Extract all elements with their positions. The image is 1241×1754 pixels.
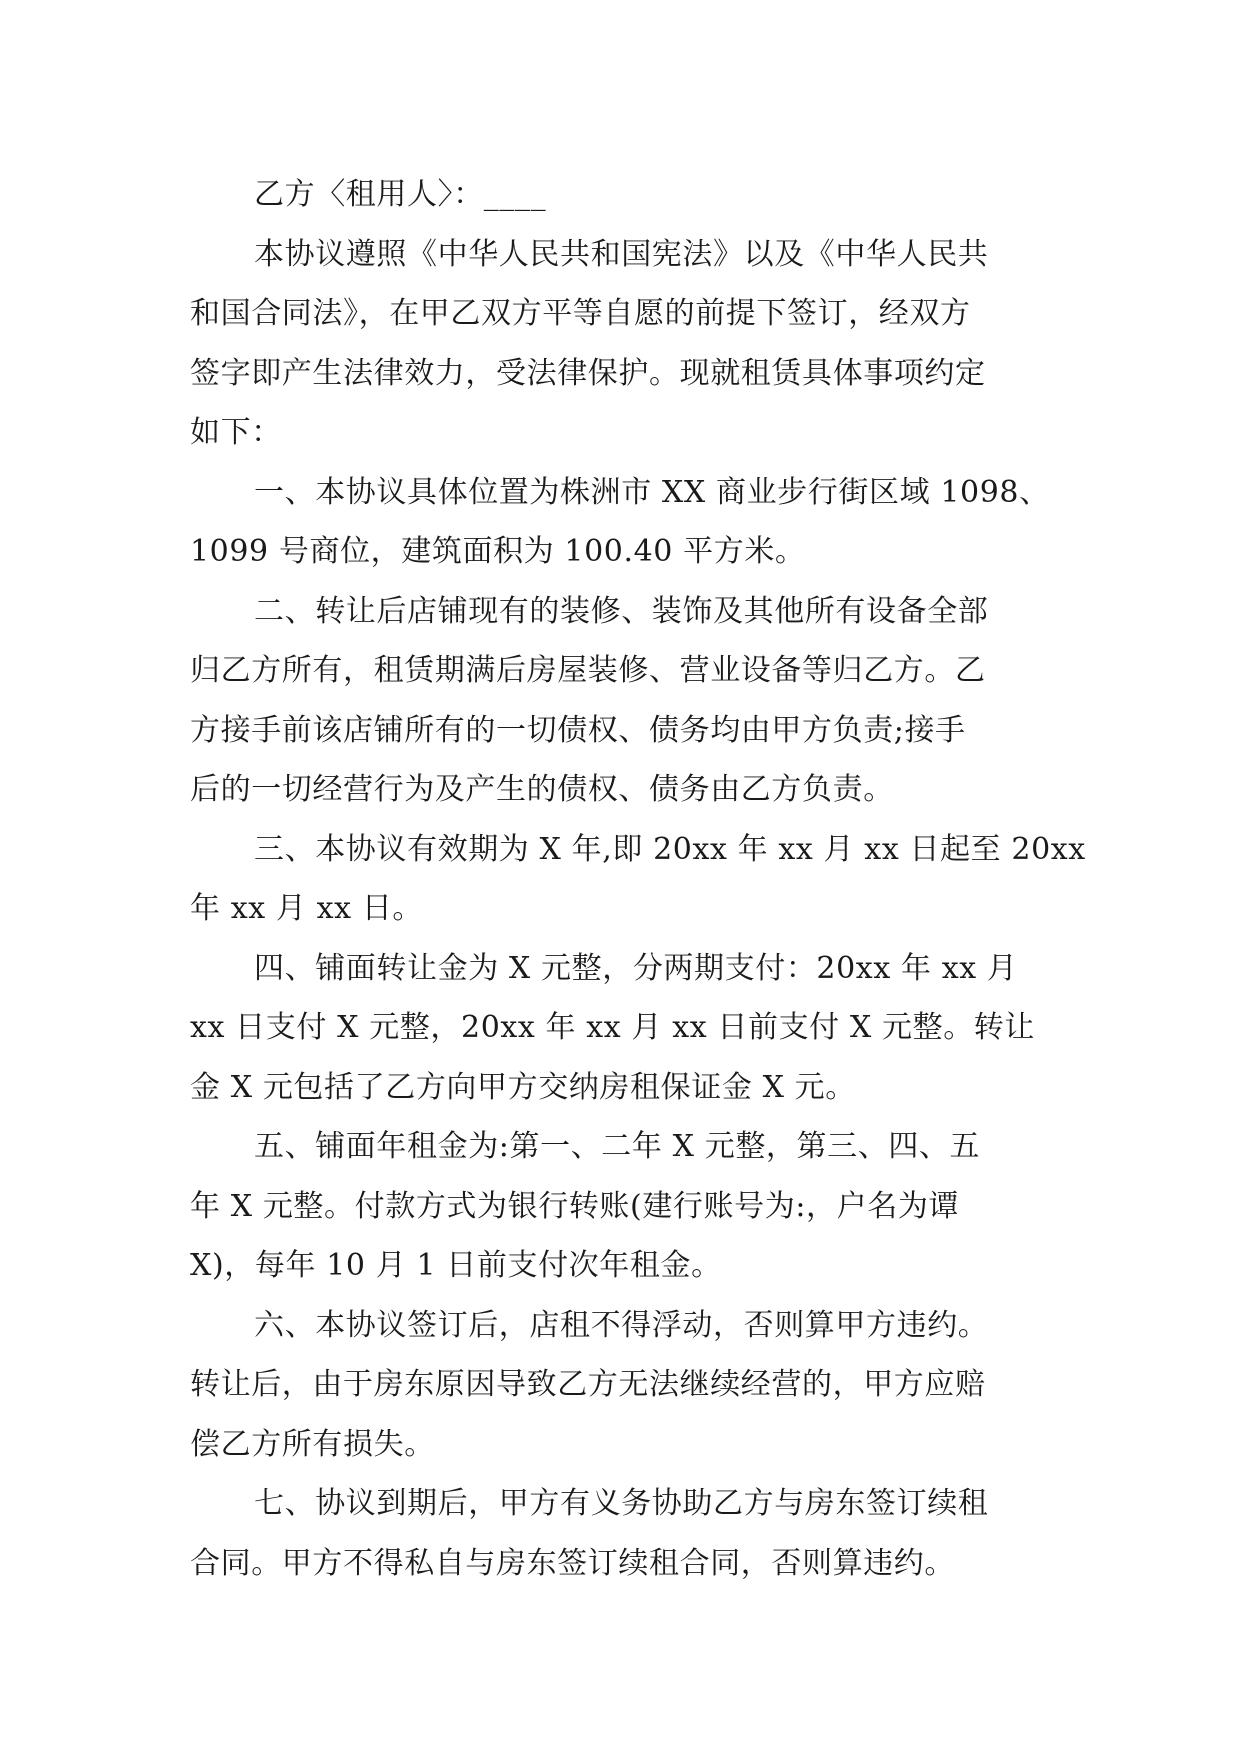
text-line: 方接手前该店铺所有的一切债权、债务均由甲方负责;接手 (190, 712, 966, 748)
clause-1 (190, 463, 1050, 582)
text-line: 六、本协议签订后，店租不得浮动，否则算甲方违约。 (254, 1307, 989, 1343)
text-line: 签字即产生法律效力，受法律保护。现就租赁具体事项约定 (190, 355, 986, 391)
text-line: 一、本协议具体位置为株洲市 XX 商业步行街区域 1098、 (254, 474, 1050, 510)
clause-4 (190, 939, 1050, 1118)
text-line: 合同。甲方不得私自与房东签订续租合同，否则算违约。 (190, 1545, 955, 1581)
text-line: xx 日支付 X 元整，20xx 年 xx 月 xx 日前支付 X 元整。转让 (190, 1010, 1036, 1045)
text-line: 归乙方所有，租赁期满后房屋装修、营业设备等归乙方。乙 (190, 653, 986, 688)
text-line: 五、铺面年租金为:第一、二年 X 元整，第三、四、五 (254, 1129, 981, 1164)
text-line: 后的一切经营行为及产生的债权、债务由乙方负责。 (190, 772, 894, 807)
text-line: 乙方〈租用人〉：____ (254, 177, 547, 212)
party-b-line (190, 165, 1050, 225)
text-line: 1099 号商位，建筑面积为 100.40 平方米。 (190, 534, 806, 569)
text-line: X)，每年 10 月 1 日前支付次年租金。 (190, 1248, 722, 1283)
text-line: 三、本协议有效期为 X 年,即 20xx 年 xx 月 xx 日起至 20xx (254, 831, 1086, 867)
clause-6 (190, 1296, 1050, 1475)
clause-5 (190, 1117, 1050, 1296)
text-line: 偿乙方所有损失。 (190, 1426, 435, 1462)
text-line: 年 xx 月 xx 日。 (190, 891, 424, 926)
text-line: 二、转让后店铺现有的装修、装饰及其他所有设备全部 (254, 593, 989, 629)
text-line: 年 X 元整。付款方式为银行转账(建行账号为:，户名为谭 (190, 1188, 960, 1224)
text-line: 四、铺面转让金为 X 元整，分两期支付：20xx 年 xx 月 (254, 950, 1018, 986)
clause-7 (190, 1474, 1050, 1593)
clause-3 (190, 820, 1086, 939)
text-line: 和国合同法》，在甲乙双方平等自愿的前提下签订，经双方 (190, 296, 971, 331)
text-line: 七、协议到期后，甲方有义务协助乙方与房东签订续租 (254, 1486, 989, 1521)
text-line: 如下： (190, 415, 282, 450)
document-body (190, 165, 1086, 1593)
text-line: 金 X 元包括了乙方向甲方交纳房租保证金 X 元。 (190, 1069, 856, 1105)
clause-2 (190, 582, 1050, 820)
text-line: 转让后，由于房东原因导致乙方无法继续经营的，甲方应赔 (190, 1367, 986, 1402)
text-line: 本协议遵照《中华人民共和国宪法》以及《中华人民共 (254, 236, 989, 272)
preamble-paragraph (190, 225, 1050, 463)
